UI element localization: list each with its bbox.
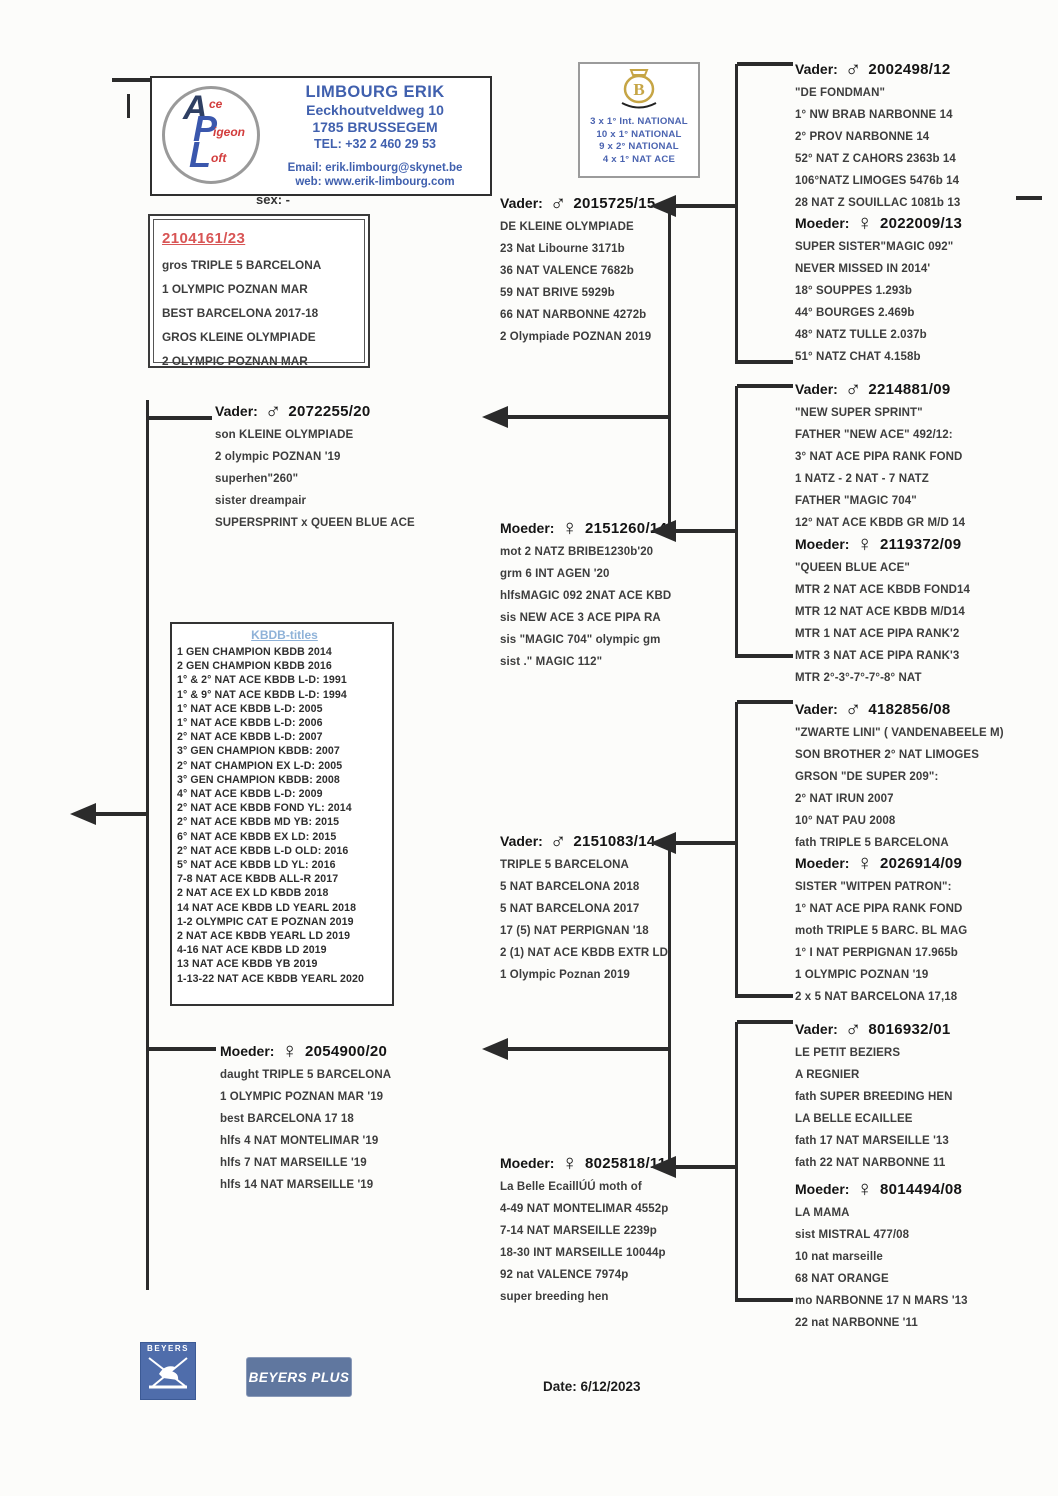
pedigree-block-ggfather-4	[795, 1016, 1045, 1174]
logo-word-igeon: igeon	[213, 125, 245, 139]
block-title	[500, 1150, 715, 1176]
block-title	[795, 210, 1045, 236]
pedigree-block-ggmother-3	[795, 850, 1045, 1008]
connector-line	[506, 415, 668, 419]
text-line: 28 NAT Z SOUILLAC 1081b 13	[795, 197, 961, 209]
female-icon: ♀	[856, 1176, 873, 1201]
connector-line	[674, 529, 736, 533]
arrow-left-icon	[482, 1038, 508, 1060]
parent-label: Vader:	[795, 61, 838, 77]
text-line: sist ." MAGIC 112"	[500, 656, 603, 668]
text-line: "QUEEN BLUE ACE"	[795, 562, 910, 574]
male-icon: ♂	[844, 1016, 862, 1041]
block-title	[220, 1038, 470, 1064]
male-icon: ♂	[549, 190, 567, 215]
text-line: 5 NAT BARCELONA 2017	[500, 903, 640, 915]
text-line: moth TRIPLE 5 BARC. BL MAG	[795, 925, 968, 937]
text-line: 1-13-22 NAT ACE KBDB YEARL 2020	[177, 972, 364, 985]
text-line: DE KLEINE OLYMPIADE	[500, 221, 634, 233]
arrow-left-icon	[650, 832, 676, 854]
text-line: LA BELLE ECAILLEE	[795, 1113, 913, 1125]
text-line: 23 Nat Libourne 3171b	[500, 243, 625, 255]
text-line: 3 x 1° Int. NATIONAL	[590, 116, 688, 127]
beyers-logo-text: BEYERS	[147, 1344, 189, 1353]
text-line: sis "MAGIC 704" olympic gm	[500, 634, 661, 646]
text-line: 2 Olympiade POZNAN 2019	[500, 331, 652, 343]
parent-label: Moeder:	[795, 536, 850, 552]
text-line: SON BROTHER 2° NAT LIMOGES	[795, 749, 979, 761]
male-icon: ♂	[264, 398, 282, 423]
text-line: LE PETIT BEZIERS	[795, 1047, 901, 1059]
ace-pigeon-loft-logo-icon	[162, 86, 260, 184]
text-line: 59 NAT BRIVE 5929b	[500, 287, 615, 299]
text-line: MTR 2 NAT ACE KBDB FOND14	[795, 584, 971, 596]
ring-number: 4182856/08	[868, 700, 951, 718]
kbdb-titles-list	[177, 645, 392, 986]
ring-number: 2151260/14	[584, 519, 668, 537]
male-icon: ♂	[844, 696, 862, 721]
pedigree-block-ggmother-4	[795, 1176, 1045, 1334]
connector-line	[737, 384, 793, 388]
connector-line	[127, 94, 130, 118]
badge-lines	[580, 116, 698, 166]
connector-line	[506, 1047, 668, 1051]
arrow-left-icon	[482, 406, 508, 428]
svg-text:B: B	[633, 80, 645, 99]
text-line: 36 NAT VALENCE 7682b	[500, 265, 634, 277]
connector-line	[737, 1020, 793, 1024]
text-line: TRIPLE 5 BARCELONA	[500, 859, 629, 871]
text-line: mot 2 NATZ BRIBE1230b'20	[500, 546, 654, 558]
parent-label: Vader:	[795, 1021, 838, 1037]
text-line: super breeding hen	[500, 1291, 609, 1303]
text-line: fath SUPER BREEDING HEN	[795, 1091, 953, 1103]
sex-label: sex: -	[256, 192, 290, 207]
block-title	[795, 56, 1045, 82]
text-line: A REGNIER	[795, 1069, 860, 1081]
ring-number: 2026914/09	[879, 854, 963, 872]
block-lines	[795, 402, 1045, 534]
loft-address-city: 1785 BRUSSEGEM	[312, 119, 438, 135]
female-icon: ♀	[561, 515, 578, 540]
block-title	[795, 696, 1045, 722]
female-icon: ♀	[856, 531, 873, 556]
connector-line	[674, 1165, 736, 1169]
kbdb-titles-box	[170, 622, 394, 1006]
text-line: 2° NAT ACE KBDB MD YB: 2015	[177, 816, 340, 829]
block-lines	[220, 1064, 470, 1196]
pedigree-block-grandmother-1	[500, 515, 715, 673]
ring-number: 8025818/11	[584, 1154, 667, 1172]
text-line: hlfs 4 NAT MONTELIMAR '19	[220, 1135, 379, 1147]
logo-word-oft: oft	[211, 151, 227, 165]
pedigree-block-grandfather-2	[500, 828, 715, 986]
connector-line	[737, 62, 793, 66]
loft-email: Email: erik.limbourg@skynet.be	[287, 162, 463, 174]
kbdb-titles-heading: KBDB-titles	[251, 628, 318, 642]
text-line: hlfs 14 NAT MARSEILLE '19	[220, 1179, 374, 1191]
parent-label: Moeder:	[500, 520, 555, 536]
text-line: 9 x 2° NATIONAL	[599, 141, 679, 152]
parent-label: Moeder:	[220, 1043, 275, 1059]
beyers-plus-text: BEYERS PLUS	[248, 1369, 350, 1385]
text-line: 3° GEN CHAMPION KBDB: 2007	[177, 745, 340, 758]
text-line: 12° NAT ACE KBDB GR M/D 14	[795, 517, 966, 529]
beyers-plus-badge	[246, 1357, 352, 1397]
text-line: 1 NATZ - 2 NAT - 7 NATZ	[795, 473, 929, 485]
pedigree-block-ggfather-2	[795, 376, 1045, 534]
text-line: 22 nat NARBONNE '11	[795, 1317, 918, 1329]
text-line: gros TRIPLE 5 BARCELONA	[162, 258, 322, 272]
text-line: 6° NAT ACE KBDB EX LD: 2015	[177, 830, 337, 843]
pedigree-block-ggmother-1	[795, 210, 1045, 368]
text-line: NEVER MISSED IN 2014'	[795, 263, 931, 275]
text-line: 1 OLYMPIC POZNAN '19	[795, 969, 929, 981]
connector-line	[735, 386, 738, 658]
text-line: 17 (5) NAT PERPIGNAN '18	[500, 925, 649, 937]
block-lines	[500, 216, 715, 348]
parent-label: Moeder:	[795, 1181, 850, 1197]
text-line: LA MAMA	[795, 1207, 850, 1219]
text-line: La Belle EcaillÚÚ moth of	[500, 1181, 642, 1193]
text-line: 7-14 NAT MARSEILLE 2239p	[500, 1225, 657, 1237]
parent-label: Moeder:	[795, 855, 850, 871]
ring-number: 8016932/01	[868, 1020, 951, 1038]
pedigree-block-grandfather-1	[500, 190, 715, 348]
text-line: daught TRIPLE 5 BARCELONA	[220, 1069, 392, 1081]
block-lines	[795, 876, 1045, 1008]
parent-label: Moeder:	[795, 215, 850, 231]
text-line: "ZWARTE LINI" ( VANDENABEELE M)	[795, 727, 1004, 739]
parent-label: Vader:	[795, 381, 838, 397]
connector-line	[674, 841, 736, 845]
block-lines	[795, 236, 1045, 368]
female-icon: ♀	[856, 850, 873, 875]
text-line: MTR 12 NAT ACE KBDB M/D14	[795, 606, 965, 618]
connector-line	[735, 1022, 738, 1302]
text-line: SUPERSPRINT x QUEEN BLUE ACE	[215, 517, 415, 529]
beyers-logo	[140, 1342, 196, 1400]
ring-number: 8014494/08	[879, 1180, 963, 1198]
text-line: 10 x 1° NATIONAL	[596, 128, 682, 140]
female-icon: ♀	[281, 1038, 298, 1063]
pigeon-icon	[145, 1354, 191, 1392]
text-line: 4-49 NAT MONTELIMAR 4552p	[500, 1203, 669, 1215]
connector-line	[148, 416, 212, 420]
pedigree-block-ggfather-3	[795, 696, 1045, 854]
logo-letter-l: L	[189, 134, 211, 175]
male-icon: ♂	[549, 828, 567, 853]
block-lines	[215, 424, 465, 534]
text-line: 2 NAT ACE KBDB YEARL LD 2019	[177, 930, 351, 943]
parent-label: Vader:	[795, 701, 838, 717]
ring-number: 2015725/15	[573, 194, 656, 212]
text-line: mo NARBONNE 17 N MARS '13	[795, 1295, 968, 1307]
text-line: son KLEINE OLYMPIADE	[215, 429, 354, 441]
connector-line	[668, 206, 671, 536]
loft-contact-info	[264, 82, 486, 189]
subject-pigeon-inner	[153, 219, 365, 368]
text-line: SISTER "WITPEN PATRON":	[795, 881, 952, 893]
text-line: 2 x 5 NAT BARCELONA 17,18	[795, 991, 958, 1003]
text-line: GRSON "DE SUPER 209":	[795, 771, 939, 783]
text-line: 2° NAT ACE KBDB L-D: 2007	[177, 731, 323, 744]
ring-number: 2022009/13	[879, 214, 963, 232]
text-line: grm 6 INT AGEN '20	[500, 568, 610, 580]
block-title	[795, 1176, 1045, 1202]
ring-number: 2119372/09	[879, 535, 962, 553]
text-line: 5° NAT ACE KBDB LD YL: 2016	[177, 859, 336, 872]
text-line: SUPER SISTER"MAGIC 092"	[795, 241, 954, 253]
connector-line	[737, 654, 793, 658]
pedigree-block-grandmother-2	[500, 1150, 715, 1308]
text-line: 4-16 NAT ACE KBDB LD 2019	[177, 944, 327, 957]
text-line: 1 OLYMPIC POZNAN MAR	[162, 282, 308, 296]
connector-line	[737, 700, 793, 704]
parent-label: Vader:	[215, 403, 258, 419]
text-line: 1° NAT ACE PIPA RANK FOND	[795, 903, 963, 915]
parent-label: Vader:	[500, 195, 543, 211]
connector-line	[735, 702, 738, 998]
text-line: fath 22 NAT NARBONNE 11	[795, 1157, 946, 1169]
arrow-left-icon	[70, 803, 96, 825]
text-line: 3° GEN CHAMPION KBDB: 2008	[177, 773, 340, 786]
text-line: FATHER "MAGIC 704"	[795, 495, 917, 507]
parent-label: Vader:	[500, 833, 543, 849]
block-lines	[795, 557, 1045, 689]
text-line: 106°NATZ LIMOGES 5476b 14	[795, 175, 960, 187]
ring-number: 2054900/20	[304, 1042, 388, 1060]
pedigree-block-ggfather-1	[795, 56, 1045, 214]
pedigree-block-father	[215, 398, 465, 534]
text-line: 5 NAT BARCELONA 2018	[500, 881, 640, 893]
text-line: 4° NAT ACE KBDB L-D: 2009	[177, 788, 323, 801]
text-line: 2 OLYMPIC POZNAN MAR	[162, 354, 308, 368]
loft-owner-name: LIMBOURG ERIK	[305, 83, 445, 101]
text-line: 2 olympic POZNAN '19	[215, 451, 341, 463]
text-line: 1° NAT ACE KBDB L-D: 2005	[177, 702, 323, 715]
text-line: 10 nat marseille	[795, 1251, 883, 1263]
block-lines	[500, 1176, 715, 1308]
text-line: 92 nat VALENCE 7974p	[500, 1269, 629, 1281]
arrow-left-icon	[650, 195, 676, 217]
text-line: 1 Olympic Poznan 2019	[500, 969, 630, 981]
subject-pigeon-box	[148, 214, 370, 368]
text-line: 2° NAT CHAMPION EX L-D: 2005	[177, 759, 343, 772]
text-line: fath TRIPLE 5 BARCELONA	[795, 837, 949, 849]
ring-number: 2214881/09	[868, 380, 951, 398]
date-label: Date: 6/12/2023	[543, 1379, 641, 1394]
text-line: FATHER "NEW ACE" 492/12:	[795, 429, 953, 441]
text-line: 2 GEN CHAMPION KBDB 2016	[177, 660, 332, 673]
text-line: 2 NAT ACE EX LD KBDB 2018	[177, 887, 329, 900]
money-bag-icon	[615, 67, 663, 109]
loft-phone: TEL: +32 2 460 29 53	[314, 137, 436, 151]
connector-line	[737, 994, 793, 998]
logo-letter-a: A	[183, 89, 208, 127]
ring-number: 2072255/20	[288, 402, 371, 420]
text-line: 4 x 1° NAT ACE	[602, 153, 676, 165]
text-line: 10° NAT PAU 2008	[795, 815, 896, 827]
parent-label: Moeder:	[500, 1155, 555, 1171]
female-icon: ♀	[561, 1150, 578, 1175]
connector-line	[737, 360, 793, 364]
text-line: 18° SOUPPES 1.293b	[795, 285, 912, 297]
text-line: 1° & 9° NAT ACE KBDB L-D: 1994	[177, 688, 347, 701]
text-line: 1 GEN CHAMPION KBDB 2014	[177, 646, 332, 658]
pedigree-block-mother	[220, 1038, 470, 1196]
connector-line	[148, 1047, 216, 1051]
text-line: 1-2 OLYMPIC CAT E POZNAN 2019	[177, 915, 354, 928]
text-line: 13 NAT ACE KBDB YB 2019	[177, 958, 318, 971]
text-line: MTR 3 NAT ACE PIPA RANK'3	[795, 650, 960, 662]
text-line: "NEW SUPER SPRINT"	[795, 407, 923, 419]
text-line: MTR 2°-3°-7°-7°-8° NAT	[795, 672, 922, 684]
block-title	[500, 515, 715, 541]
connector-line	[668, 843, 671, 1171]
text-line: BEST BARCELONA 2017-18	[162, 306, 319, 320]
achievements-badge	[578, 62, 700, 178]
text-line: fath 17 NAT MARSEILLE '13	[795, 1135, 949, 1147]
block-lines	[795, 82, 1045, 214]
text-line: sister dreampair	[215, 495, 307, 507]
text-line: 68 NAT ORANGE	[795, 1273, 889, 1285]
text-line: best BARCELONA 17 18	[220, 1113, 354, 1125]
text-line: "DE FONDMAN"	[795, 87, 886, 99]
text-line: hlfsMAGIC 092 2NAT ACE KBD	[500, 590, 672, 602]
ring-number: 2002498/12	[868, 60, 951, 78]
text-line: 3° NAT ACE PIPA RANK FOND	[795, 451, 963, 463]
block-lines	[795, 1042, 1045, 1174]
block-title	[500, 190, 715, 216]
block-title	[795, 850, 1045, 876]
text-line: 51° NATZ CHAT 4.158b	[795, 351, 921, 363]
text-line: GROS KLEINE OLYMPIADE	[162, 330, 316, 344]
text-line: superhen"260"	[215, 473, 299, 485]
block-lines	[795, 1202, 1045, 1334]
text-line: 48° NATZ TULLE 2.037b	[795, 329, 927, 341]
ring-number: 2151083/14	[573, 832, 656, 850]
block-title	[795, 1016, 1045, 1042]
text-line: 1° NAT ACE KBDB L-D: 2006	[177, 717, 323, 730]
text-line: 44° BOURGES 2.469b	[795, 307, 915, 319]
text-line: 14 NAT ACE KBDB LD YEARL 2018	[177, 901, 357, 914]
block-title	[795, 531, 1045, 557]
block-title	[215, 398, 465, 424]
pedigree-block-ggmother-2	[795, 531, 1045, 689]
text-line: 1° & 2° NAT ACE KBDB L-D: 1991	[177, 674, 347, 687]
connector-line	[94, 812, 148, 816]
connector-line	[112, 78, 154, 82]
text-line: 2° NAT ACE KBDB FOND YL: 2014	[177, 802, 352, 815]
female-icon: ♀	[856, 210, 873, 235]
connector-line	[146, 400, 149, 1290]
text-line: 2° PROV NARBONNE 14	[795, 131, 930, 143]
text-line: MTR 1 NAT ACE PIPA RANK'2	[795, 628, 960, 640]
text-line: 52° NAT Z CAHORS 2363b 14	[795, 153, 956, 165]
text-line: 2° NAT ACE KBDB L-D OLD: 2016	[177, 844, 349, 857]
subject-ring-number: 2104161/23	[162, 230, 246, 247]
block-lines	[795, 722, 1045, 854]
text-line: 1 OLYMPIC POZNAN MAR '19	[220, 1091, 384, 1103]
block-title	[795, 376, 1045, 402]
text-line: sist MISTRAL 477/08	[795, 1229, 910, 1241]
text-line: 66 NAT NARBONNE 4272b	[500, 309, 647, 321]
text-line: 7-8 NAT ACE KBDB ALL-R 2017	[177, 873, 339, 886]
connector-line	[735, 64, 738, 364]
arrow-left-icon	[650, 520, 676, 542]
text-line: 1° NW BRAB NARBONNE 14	[795, 109, 953, 121]
connector-line	[737, 1298, 793, 1302]
block-lines	[500, 541, 715, 673]
arrow-left-icon	[650, 1156, 676, 1178]
logo-word-ce: ce	[209, 97, 223, 111]
male-icon: ♂	[844, 56, 862, 81]
text-line: sis NEW ACE 3 ACE PIPA RA	[500, 612, 661, 624]
text-line: 2° NAT IRUN 2007	[795, 793, 894, 805]
text-line: 2 (1) NAT ACE KBDB EXTR LD	[500, 947, 669, 959]
text-line: hlfs 7 NAT MARSEILLE '19	[220, 1157, 367, 1169]
text-line: 18-30 INT MARSEILLE 10044p	[500, 1247, 666, 1259]
loft-website: web: www.erik-limbourg.com	[295, 176, 455, 188]
connector-line	[674, 204, 736, 208]
text-line: 1° I NAT PERPIGNAN 17.965b	[795, 947, 958, 959]
male-icon: ♂	[844, 376, 862, 401]
subject-achievements	[162, 253, 364, 373]
loft-address-street: Eeckhoutveldweg 10	[306, 102, 444, 118]
logo-letter-p: P	[193, 108, 218, 149]
loft-header	[150, 76, 492, 196]
block-lines	[500, 854, 715, 986]
